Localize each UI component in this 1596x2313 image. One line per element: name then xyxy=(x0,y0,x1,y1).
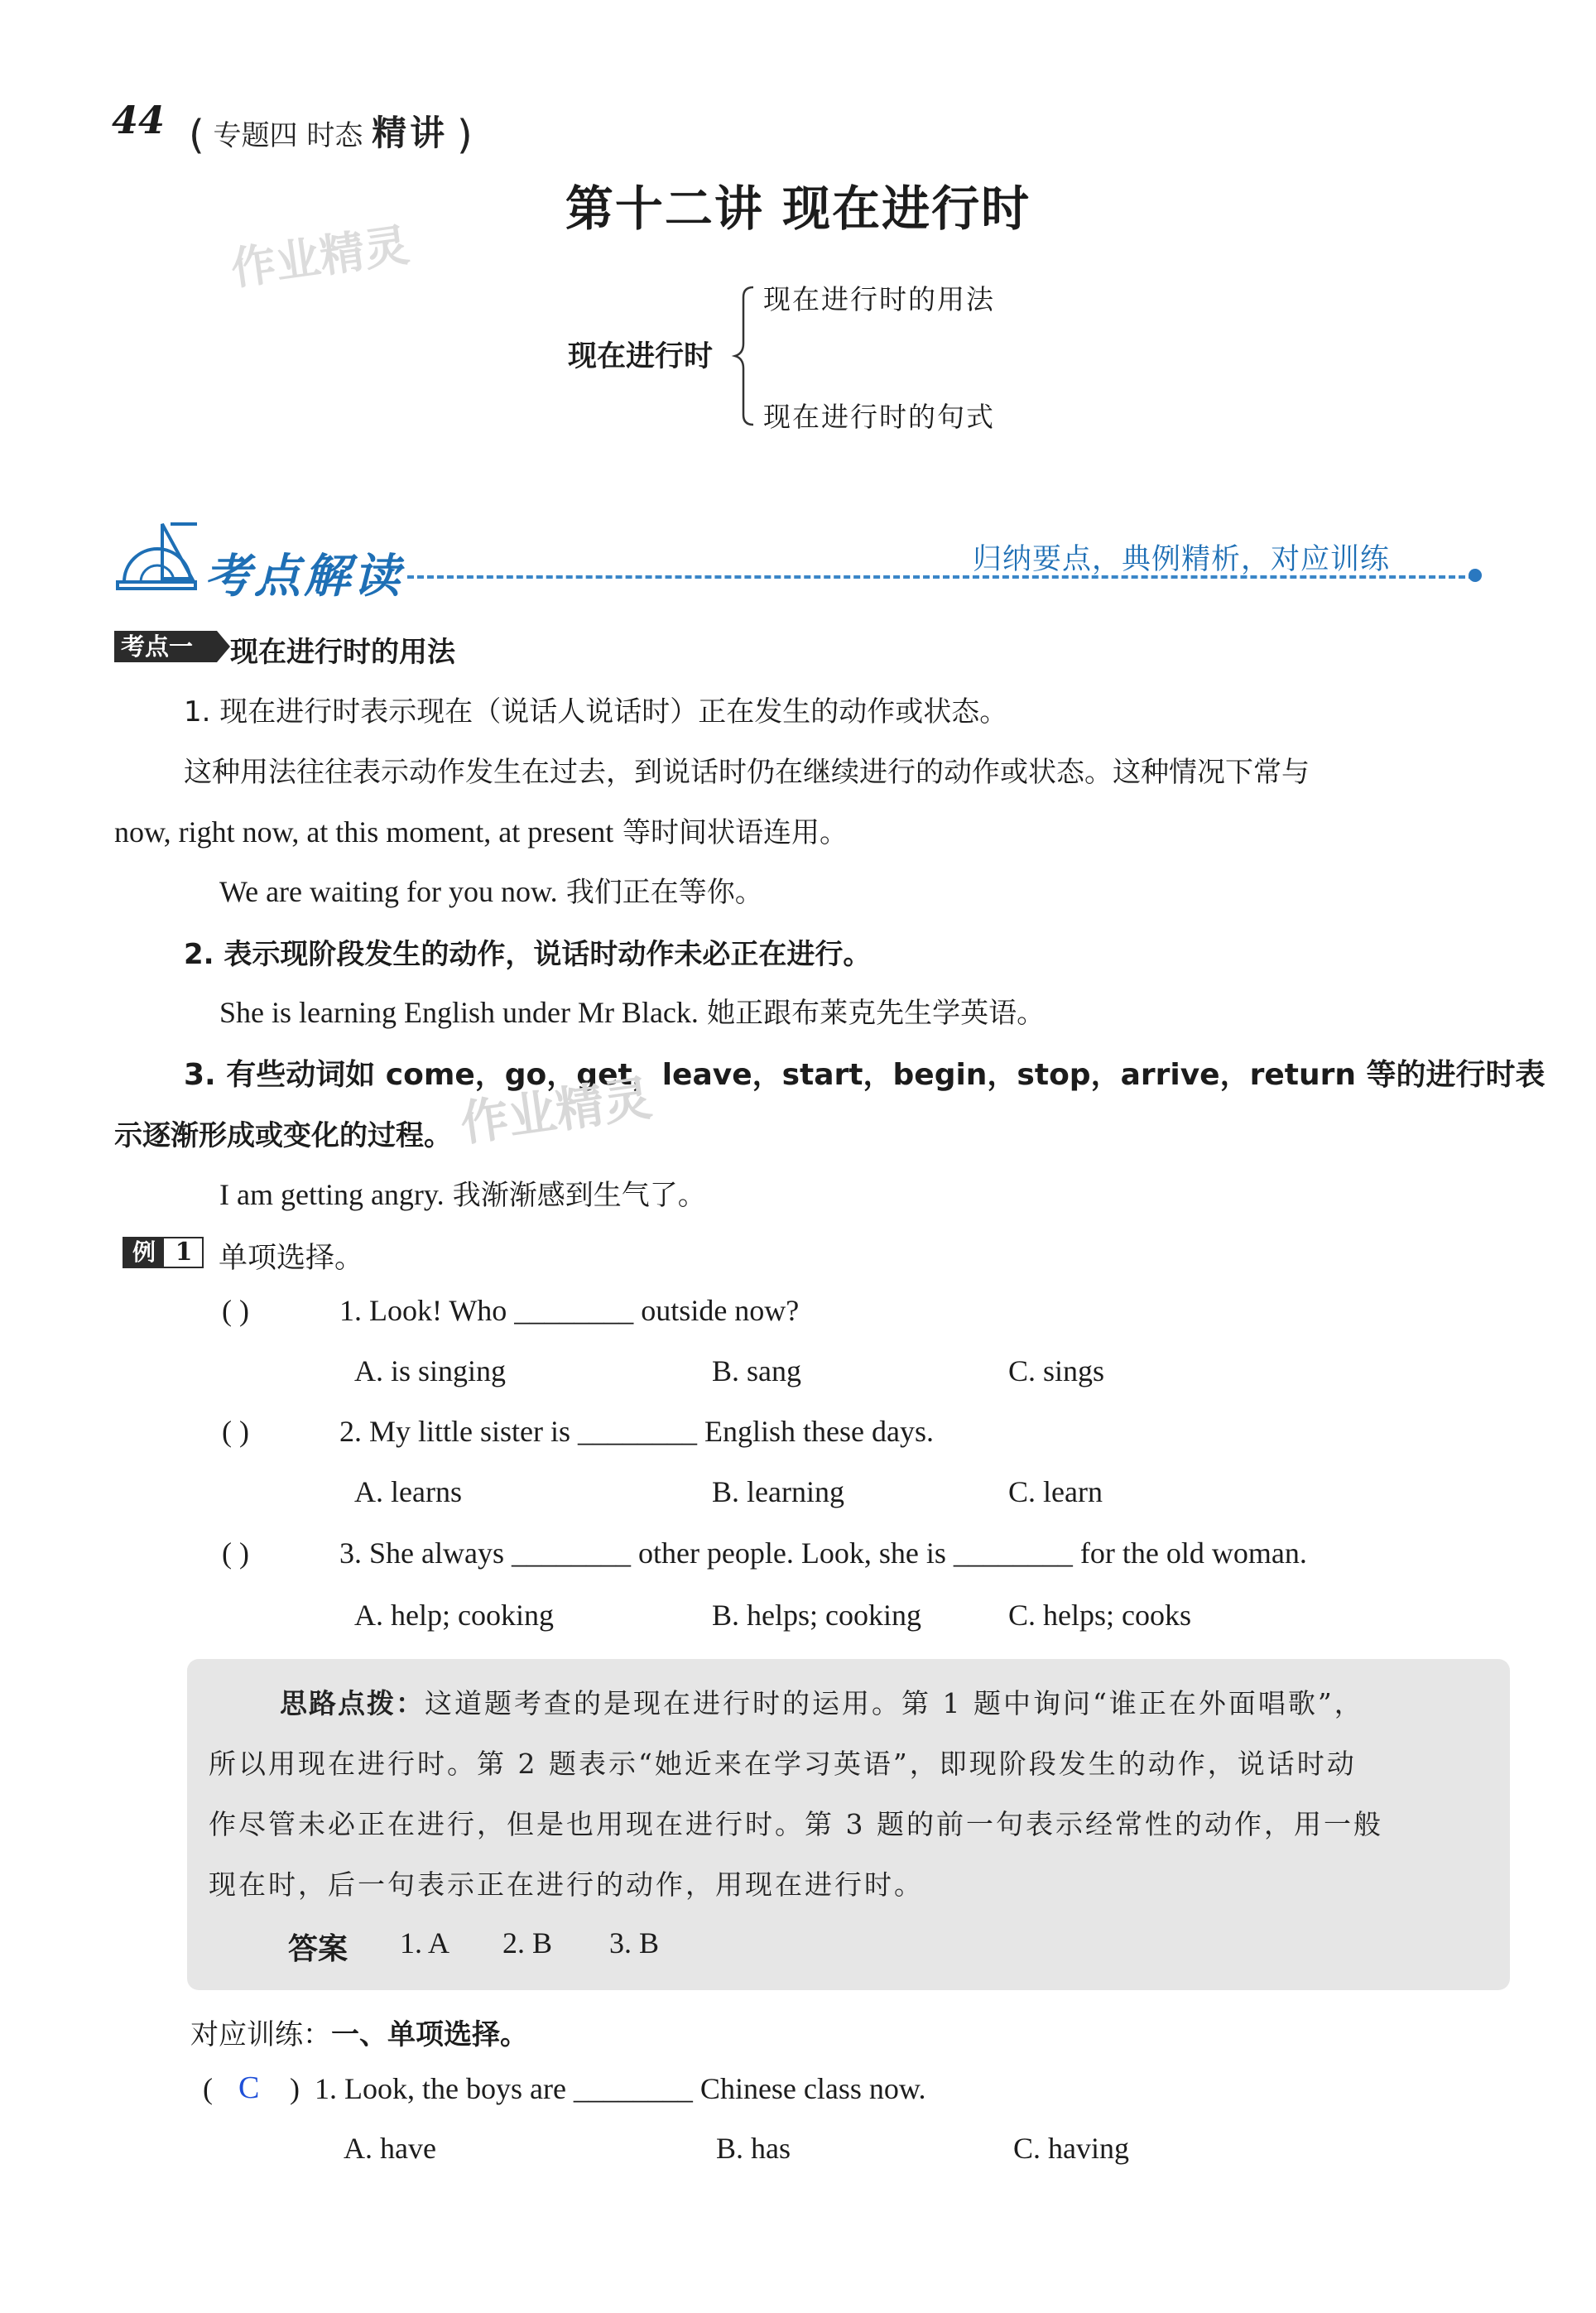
practice-heading xyxy=(190,2012,528,2052)
practice-1-paren-open: ( xyxy=(203,2072,213,2105)
question-2-option-c: C. learn xyxy=(1008,1475,1103,1508)
page-number: 44 xyxy=(112,98,166,142)
banner-dashed-rule xyxy=(407,575,1475,579)
section-banner-title: 考点解读 xyxy=(204,550,403,603)
point-1-text-b xyxy=(114,810,848,850)
hint-line-3: 作尽管未必正在进行，但是也用现在进行时。第 3 题的前一句表示经常性的动作，用一般 xyxy=(209,1808,1383,1840)
point-3-heading-b: 示逐渐形成或变化的过程。 xyxy=(114,1119,452,1152)
hint-line-1-text: 这道题考查的是现在进行时的运用。第 1 题中询问“谁正在外面唱歌”， xyxy=(425,1687,1364,1719)
kaodian-title: 现在进行时的用法 xyxy=(230,636,455,669)
question-1-stem: 1. Look! Who ________ outside now? xyxy=(339,1294,800,1327)
question-3-option-a: A. help; cooking xyxy=(354,1599,554,1632)
point-2-heading: 2. 表示现阶段发生的动作，说话时动作未必正在进行。 xyxy=(184,938,872,971)
question-2-option-b: B. learning xyxy=(712,1475,844,1508)
question-2-option-a: A. learns xyxy=(354,1475,462,1508)
mindmap-branch-structure: 现在进行时的句式 xyxy=(763,401,995,433)
section-banner-subtitle: 归纳要点，典例精析，对应训练 xyxy=(973,543,1391,576)
point-1-example-en: We are waiting for you now. xyxy=(219,875,558,908)
ruler-protractor-icon xyxy=(113,517,202,594)
practice-section: 一、单项选择。 xyxy=(331,2018,528,2051)
lecture-title: 第十二讲 现在进行时 xyxy=(565,180,1031,237)
point-1-text-b-cn: 等时间状语连用。 xyxy=(613,816,848,849)
practice-1-option-b: B. has xyxy=(716,2132,791,2165)
banner-dot xyxy=(1469,569,1482,582)
hint-line-1 xyxy=(280,1682,1364,1721)
point-2-example-cn: 她正跟布莱克先生学英语。 xyxy=(707,997,1046,1030)
example-instruction: 单项选择。 xyxy=(219,1242,364,1275)
point-1-heading: 1. 现在进行时表示现在（说话人说话时）正在发生的动作或状态。 xyxy=(184,695,1008,729)
series-label xyxy=(189,106,473,156)
series-open-paren: ( xyxy=(189,112,204,158)
series-brand: 精讲 xyxy=(372,113,449,153)
hint-label: 思路点拨： xyxy=(280,1687,425,1719)
question-2-stem: 2. My little sister is ________ English these days. xyxy=(339,1415,934,1448)
point-2-example-en: She is learning English under Mr Black. xyxy=(219,996,699,1029)
hint-answer-2: 2. B xyxy=(502,1926,553,1960)
question-1-option-c: C. sings xyxy=(1008,1354,1105,1387)
point-3-example-cn: 我渐渐感到生气了。 xyxy=(452,1179,706,1212)
question-1-option-a: A. is singing xyxy=(354,1354,507,1387)
example-tag-number: 1 xyxy=(175,1238,193,1267)
series-close-paren: ) xyxy=(457,112,473,158)
practice-1-answer[interactable]: C xyxy=(238,2070,260,2105)
example-tag xyxy=(123,1237,204,1268)
point-1-example-cn: 我们正在等你。 xyxy=(565,876,763,909)
point-1-example xyxy=(219,869,763,910)
question-1-paren: ( ) xyxy=(222,1294,249,1327)
point-3-heading-a: 3. 有些动词如 come，go，get，leave，start，begin，stop，arrive，return 等的进行时表 xyxy=(184,1058,1546,1092)
question-1-option-b: B. sang xyxy=(712,1354,801,1387)
series-topic: 专题四 时态 xyxy=(213,119,363,152)
mindmap-root: 现在进行时 xyxy=(568,340,714,373)
practice-1-paren-close: ) xyxy=(290,2072,300,2105)
example-tag-label: 例 xyxy=(124,1238,164,1267)
point-1-text-a: 这种用法往往表示动作发生在过去，到说话时仍在继续进行的动作或状态。这种情况下常与 xyxy=(184,756,1310,789)
hint-answer-3: 3. B xyxy=(609,1926,660,1960)
practice-1-option-a: A. have xyxy=(344,2132,436,2165)
point-3-example-en: I am getting angry. xyxy=(219,1178,445,1211)
point-3-example xyxy=(219,1172,706,1213)
question-3-paren: ( ) xyxy=(222,1536,249,1570)
mindmap-brace xyxy=(728,286,762,426)
question-3-option-b: B. helps; cooking xyxy=(712,1599,921,1632)
watermark-logo: 作业精灵 xyxy=(228,219,412,296)
point-1-time-words: now, right now, at this moment, at present xyxy=(114,815,614,849)
practice-1-stem: 1. Look, the boys are ________ Chinese class now. xyxy=(315,2072,926,2105)
question-3-option-c: C. helps; cooks xyxy=(1008,1599,1191,1632)
question-2-paren: ( ) xyxy=(222,1415,249,1448)
hint-answer-1: 1. A xyxy=(400,1926,450,1960)
hint-answer-label: 答案 xyxy=(288,1932,349,1966)
point-2-example xyxy=(219,990,1045,1031)
practice-1-option-c: C. having xyxy=(1013,2132,1129,2165)
hint-line-4: 现在时，后一句表示正在进行的动作，用现在进行时。 xyxy=(209,1868,924,1901)
hint-line-2: 所以用现在进行时。第 2 题表示“她近来在学习英语”，即现阶段发生的动作，说话时动 xyxy=(209,1748,1357,1780)
question-3-stem: 3. She always ________ other people. Look, she is ________ for the old woman. xyxy=(339,1536,1307,1570)
kaodian-tag: 考点一 xyxy=(114,631,217,662)
kaodian-tag-arrow xyxy=(217,631,230,662)
practice-label: 对应训练： xyxy=(190,2018,331,2051)
watermark-logo-mid: 作业精灵 xyxy=(457,1070,656,1152)
mindmap-branch-usage: 现在进行时的用法 xyxy=(763,283,995,315)
